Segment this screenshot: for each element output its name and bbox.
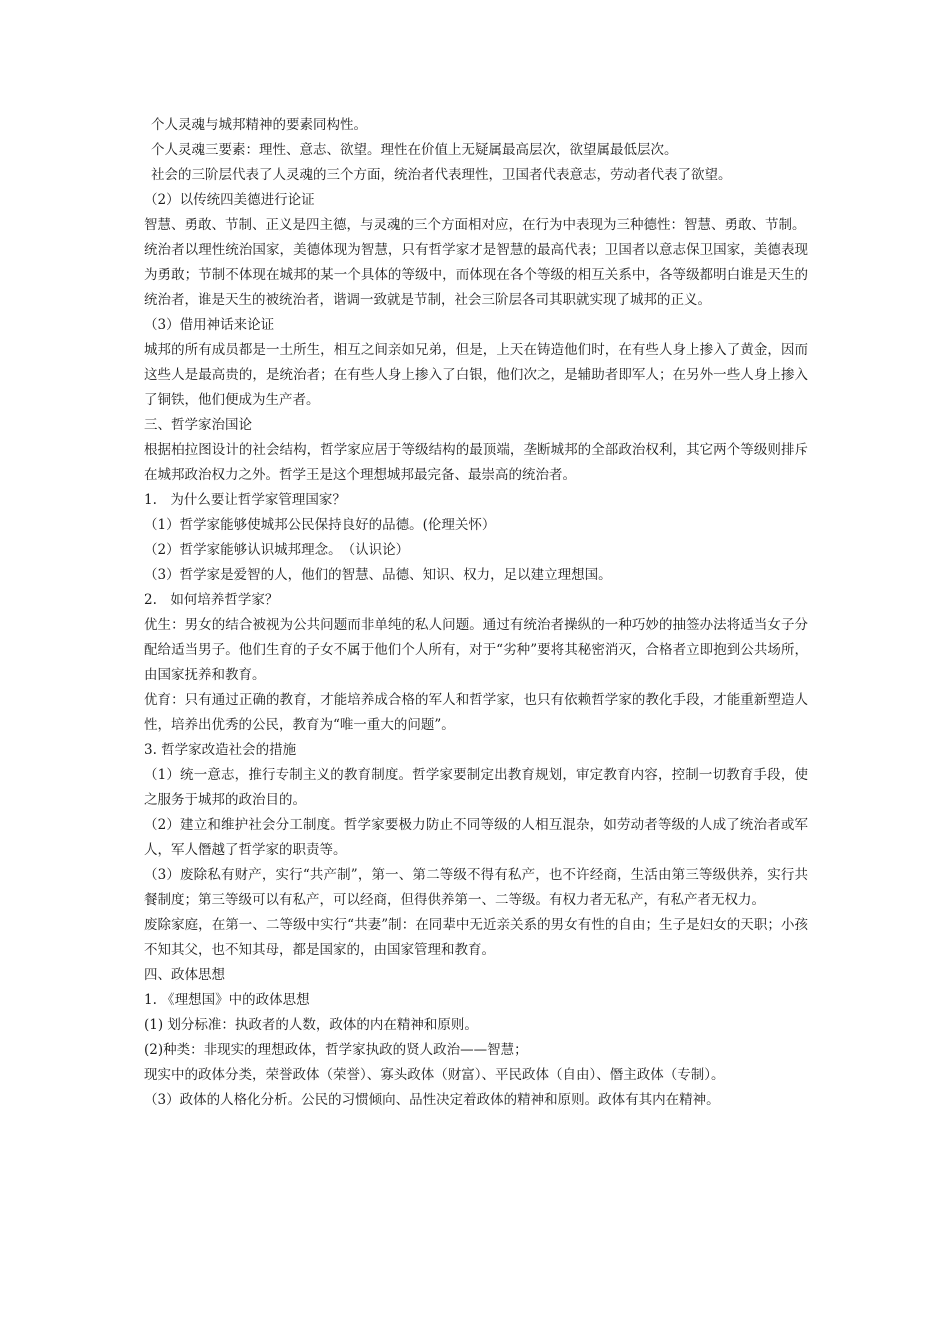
paragraph: 智慧、勇敢、节制、正义是四主德，与灵魂的三个方面相对应，在行为中表现为三种德性：智慧、勇敢、节制。 — [144, 217, 806, 233]
paragraph: 个人灵魂与城邦精神的要素同构性。 — [151, 117, 367, 133]
paragraph: 根据柏拉图设计的社会结构，哲学家应居于等级结构的最顶端，垄断城邦的全部政治权利，其它两个等级则排斥在城邦政治权力之外。哲学王是这个理想城邦最完备、最崇高的统治者。 — [144, 442, 808, 483]
list-item: (2)种类：非现实的理想政体，哲学家执政的贤人政治——智慧； — [144, 1042, 528, 1058]
list-item: （1）统一意志，推行专制主义的教育制度。哲学家要制定出教育规划，审定教育内容，控制一切教育手段，使之服务于城邦的政治目的。 — [144, 767, 808, 808]
paragraph: 优育：只有通过正确的教育，才能培养成合格的军人和哲学家，也只有依赖哲学家的教化手段，才能重新塑造人性，培养出优秀的公民，教育为“唯一重大的问题”。 — [144, 692, 808, 733]
subheading: 1. 《理想国》中的政体思想 — [144, 992, 310, 1008]
paragraph: 社会的三阶层代表了人灵魂的三个方面，统治者代表理性，卫国者代表意志，劳动者代表了欲望。 — [151, 167, 732, 183]
list-item: （2）建立和维护社会分工制度。哲学家要极力防止不同等级的人相互混杂，如劳动者等级的人成了统治者或军人，军人僭越了哲学家的职责等。 — [144, 817, 808, 858]
document-body — [144, 113, 808, 1113]
subheading: 3. 哲学家改造社会的措施 — [144, 742, 297, 758]
list-item: （3）政体的人格化分析。公民的习惯倾向、品性决定着政体的精神和原则。政体有其内在精神。 — [144, 1092, 720, 1108]
paragraph: 统治者以理性统治国家，美德体现为智慧，只有哲学家才是智慧的最高代表；卫国者以意志保卫国家，美德表现为勇敢；节制不体现在城邦的某一个具体的等级中，而体现在各个等级的相互关系中，各等级都明白谁是天生的统治者，谁是天生的被统治者，谐调一致就是节制，社会三阶层各司其职就实现了城邦的正义。 — [144, 242, 808, 308]
list-item: (1) 划分标准：执政者的人数，政体的内在精神和原则。 — [144, 1017, 478, 1033]
subheading: 2. 如何培养哲学家？ — [144, 592, 279, 608]
subheading: （2）以传统四美德进行论证 — [144, 192, 315, 208]
list-item: （1）哲学家能够使城邦公民保持良好的品德。(伦理关怀） — [144, 517, 496, 533]
paragraph: 废除家庭，在第一、二等级中实行“共妻”制：在同辈中无近亲关系的男女有性的自由；生子是妇女的天职；小孩不知其父，也不知其母，都是国家的，由国家管理和教育。 — [144, 917, 808, 958]
list-item: （3）哲学家是爱智的人，他们的智慧、品德、知识、权力，足以建立理想国。 — [144, 567, 612, 583]
subheading: （3）借用神话来论证 — [144, 317, 275, 333]
paragraph: 现实中的政体分类，荣誉政体（荣誉）、寡头政体（财富）、平民政体（自由）、僭主政体（专制）。 — [144, 1067, 725, 1083]
list-item: （3）废除私有财产，实行“共产制”，第一、第二等级不得有私产，也不许经商，生活由第三等级供养，实行共餐制度；第三等级可以有私产，可以经商，但得供养第一、二等级。有权力者无私产，有私产者无权力。 — [144, 867, 808, 908]
section-heading: 四、政体思想 — [144, 967, 225, 983]
paragraph: 个人灵魂三要素：理性、意志、欲望。理性在价值上无疑属最高层次，欲望属最低层次。 — [151, 142, 678, 158]
paragraph: 优生：男女的结合被视为公共问题而非单纯的私人问题。通过有统治者操纵的一种巧妙的抽签办法将适当女子分配给适当男子。他们生育的子女不属于他们个人所有，对于“劣种”要将其秘密消灭，合格者立即抱到公共场所，由国家抚养和教育。 — [144, 617, 808, 683]
list-item: （2）哲学家能够认识城邦理念。 （认识论） — [144, 542, 410, 558]
paragraph: 城邦的所有成员都是一土所生，相互之间亲如兄弟，但是，上天在铸造他们时，在有些人身上掺入了黄金，因而这些人是最高贵的，是统治者；在有些人身上掺入了白银，他们次之，是辅助者即军人；在另外一些人身上掺入了铜铁，他们便成为生产者。 — [144, 342, 808, 408]
section-heading: 三、哲学家治国论 — [144, 417, 252, 433]
subheading: 1. 为什么要让哲学家管理国家？ — [144, 492, 346, 508]
